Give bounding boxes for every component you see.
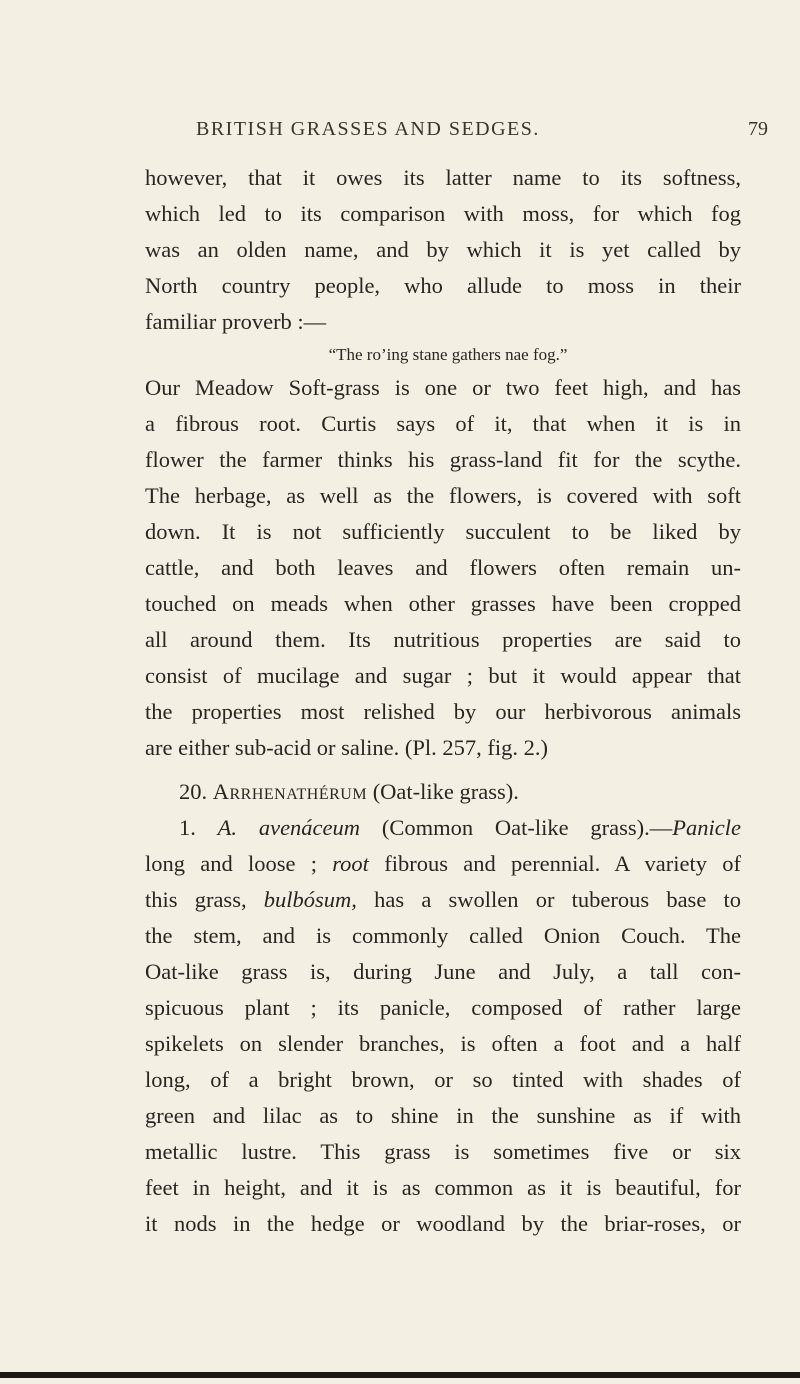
text-span: fibrous and perennial. A variety of xyxy=(384,851,741,876)
page-edge-rule xyxy=(0,1372,800,1378)
species-common-name: (Common Oat-like grass).— xyxy=(381,815,673,840)
text-line: which led to its comparison with moss, for which fog xyxy=(145,201,741,226)
text-line: The herbage, as well as the flowers, is covered with soft xyxy=(145,483,741,508)
text-line: down. It is not sufficiently succulent to be liked by xyxy=(145,519,741,544)
species-number: 1. xyxy=(179,815,196,840)
text-line: flower the farmer thinks his grass-land fit for the scythe. xyxy=(145,447,741,472)
genus-common-name: (Oat-like grass). xyxy=(372,779,519,804)
species-line xyxy=(145,810,741,846)
panicle-label: Panicle xyxy=(672,815,741,840)
running-head: BRITISH GRASSES AND SEDGES. xyxy=(196,118,540,140)
text-line: spikelets on slender branches, is often a foot and a half xyxy=(145,1031,741,1056)
genus-name: Arrhenathérum xyxy=(212,779,368,804)
text-line: it nods in the hedge or woodland by the briar-roses, or xyxy=(145,1211,741,1236)
text-line: Oat-like grass is, during June and July, a tall con- xyxy=(145,959,741,984)
text-line: the properties most relished by our herbivorous animals xyxy=(145,699,741,724)
page-number: 79 xyxy=(748,118,768,140)
text-line: Our Meadow Soft-grass is one or two feet high, and has xyxy=(145,375,741,400)
text-line: was an olden name, and by which it is yet called by xyxy=(145,237,741,262)
text-line: feet in height, and it is as common as it is beautiful, for xyxy=(145,1175,741,1200)
text-line: touched on meads when other grasses have been cropped xyxy=(145,591,741,616)
text-line: cattle, and both leaves and flowers often remain un- xyxy=(145,555,741,580)
text-line: consist of mucilage and sugar ; but it would appear that xyxy=(145,663,741,688)
text-line: green and lilac as to shine in the sunshine as if with xyxy=(145,1103,741,1128)
genus-heading xyxy=(145,774,741,810)
text-line xyxy=(145,882,741,918)
text-line xyxy=(145,846,741,882)
body-text xyxy=(145,160,741,1242)
text-line: spicuous plant ; its panicle, composed of rather large xyxy=(145,995,741,1020)
text-line: all around them. Its nutritious properties are said to xyxy=(145,627,741,652)
species-name: A. avenáceum xyxy=(217,815,361,840)
text-span: has a swollen or tuberous base to xyxy=(374,887,741,912)
text-span: long and loose ; xyxy=(145,851,317,876)
text-line: metallic lustre. This grass is sometimes five or six xyxy=(145,1139,741,1164)
text-line: familiar proverb :— xyxy=(145,309,327,334)
text-line: however, that it owes its latter name to its softness, xyxy=(145,165,741,190)
proverb-quote: “The ro’ing stane gathers nae fog.” xyxy=(328,345,568,364)
text-line: are either sub-acid or saline. (Pl. 257, fig. 2.) xyxy=(145,735,549,760)
text-span: this grass, xyxy=(145,887,247,912)
text-line: North country people, who allude to moss in their xyxy=(145,273,741,298)
genus-number: 20. xyxy=(179,779,208,804)
page-header xyxy=(0,118,800,148)
text-line: a fibrous root. Curtis says of it, that when it is in xyxy=(145,411,741,436)
text-line: long, of a bright brown, or so tinted with shades of xyxy=(145,1067,741,1092)
text-line: the stem, and is commonly called Onion Couch. The xyxy=(145,923,741,948)
variety-name: bulbósum, xyxy=(263,887,357,912)
root-label: root xyxy=(332,851,369,876)
